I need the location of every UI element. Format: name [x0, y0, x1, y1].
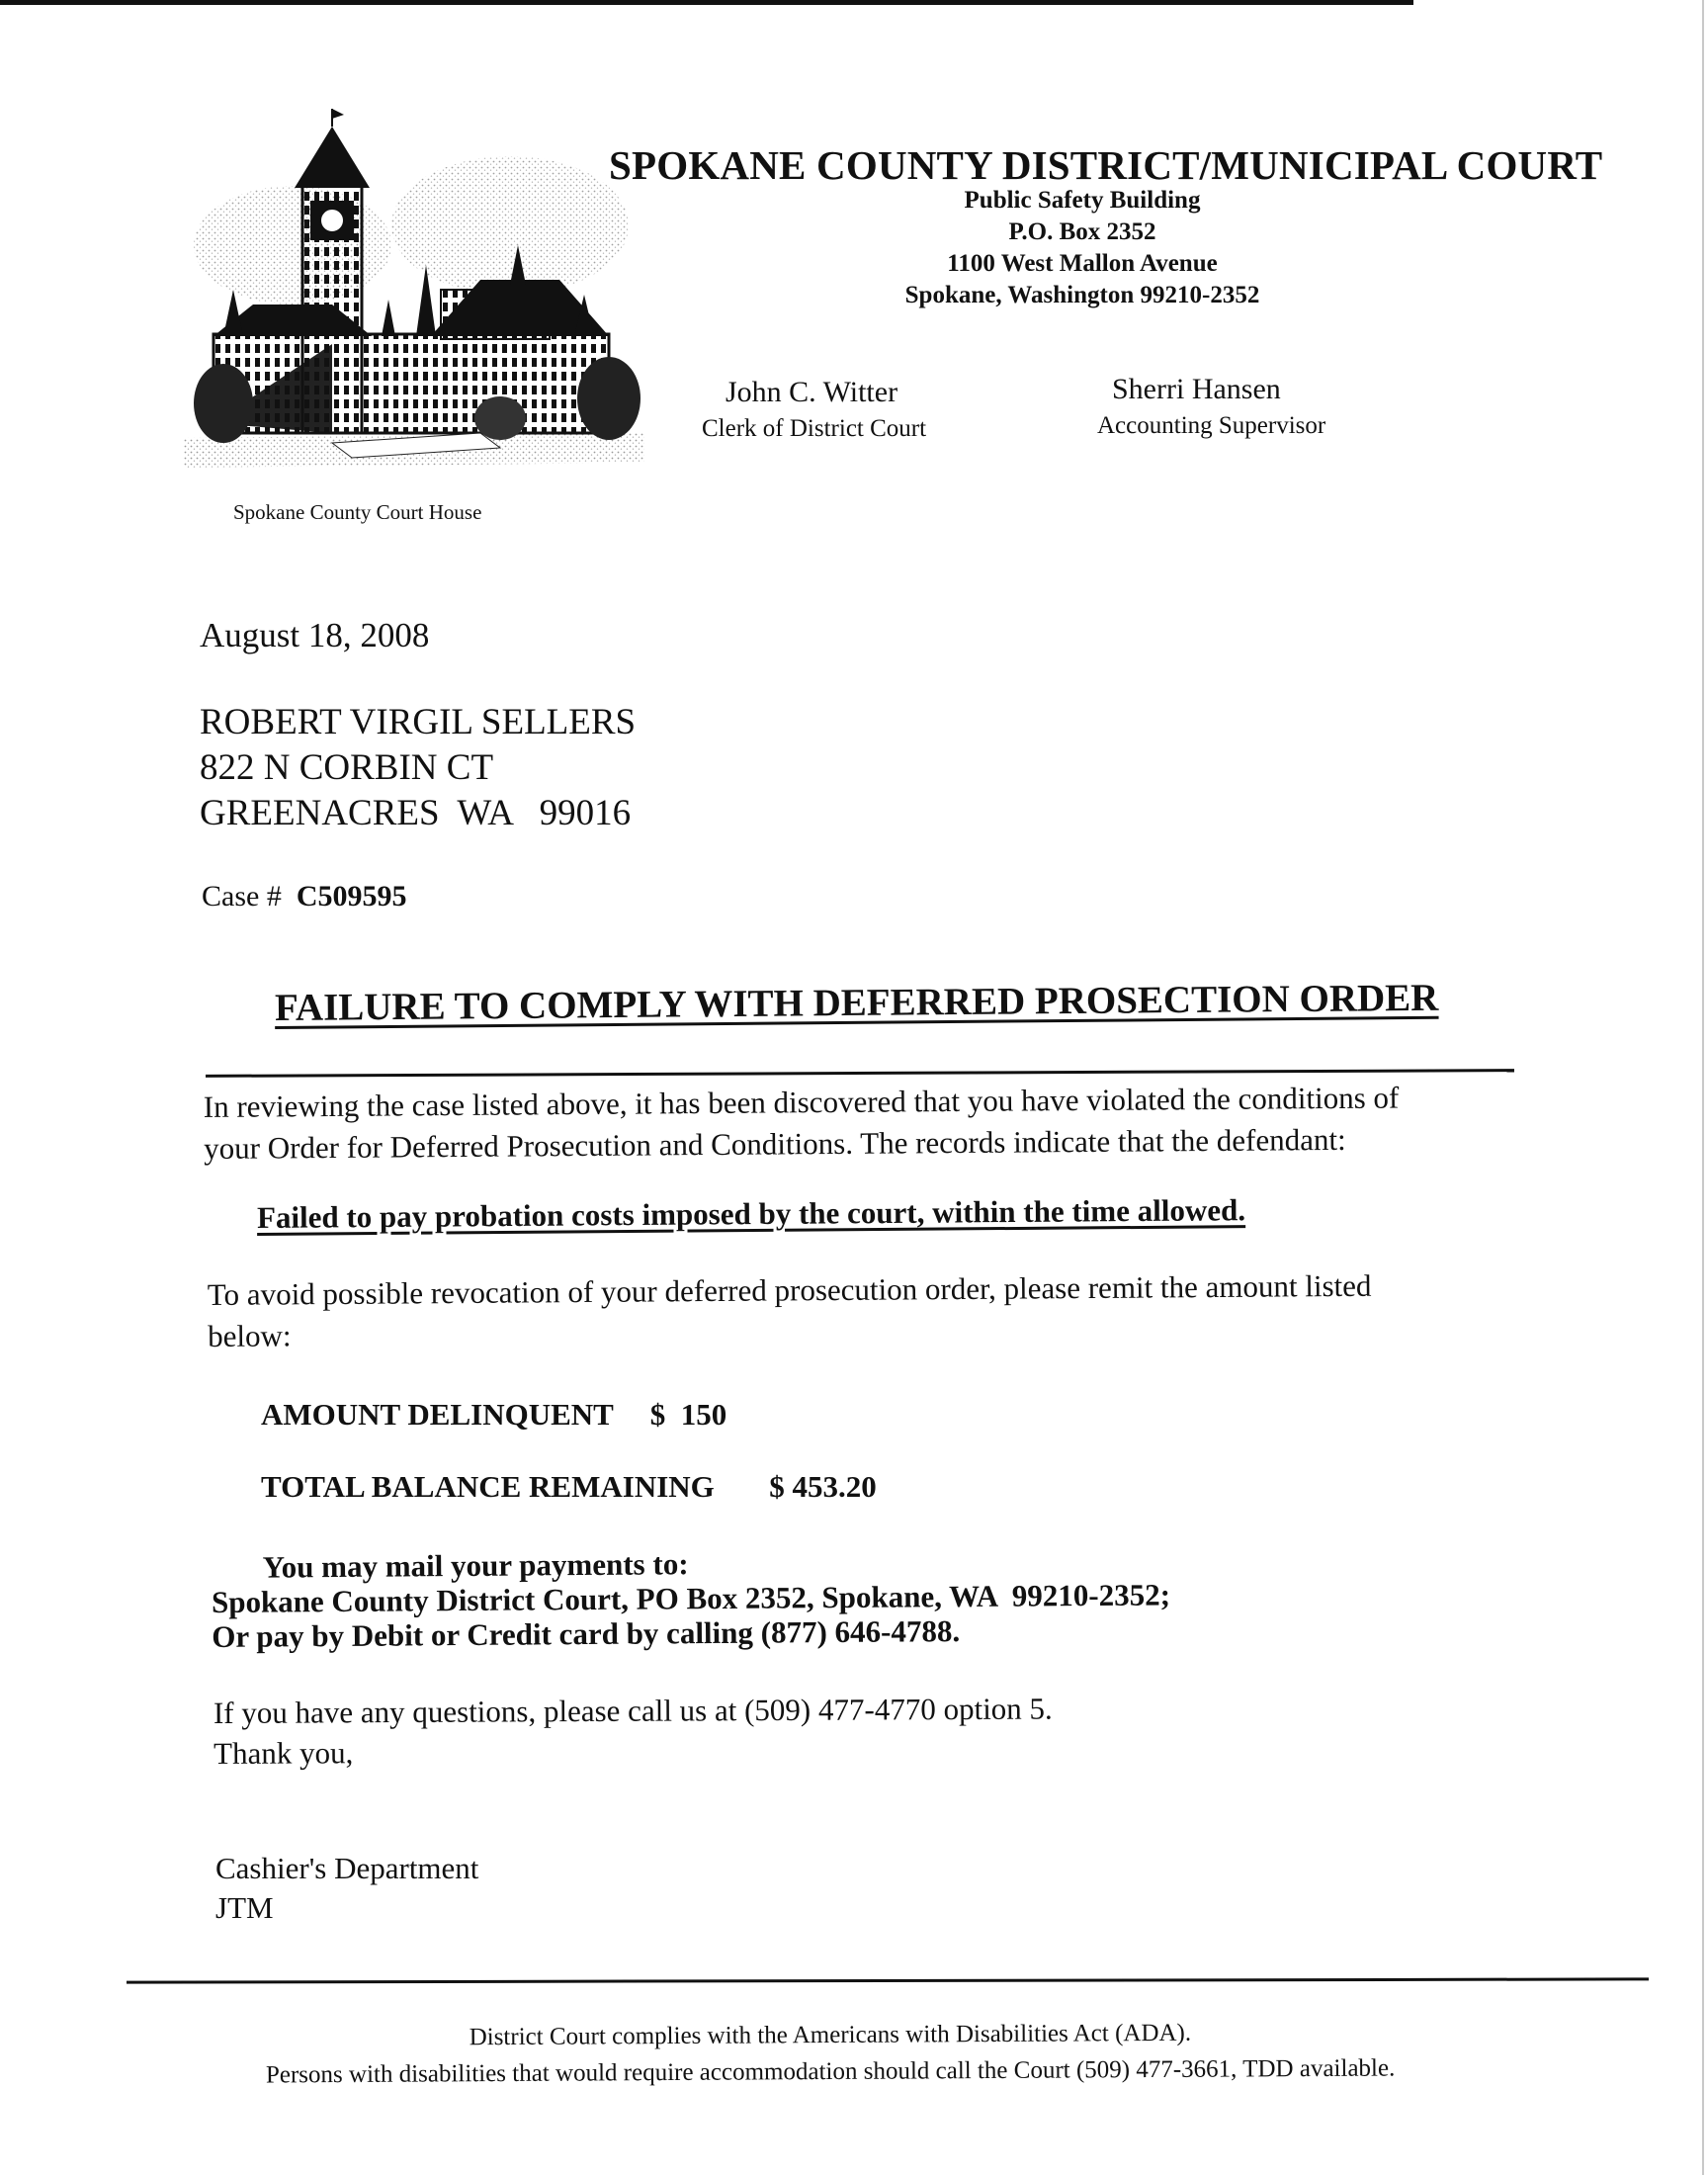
amount-delinquent-label: AMOUNT DELINQUENT: [261, 1397, 614, 1432]
violation-statement: Failed to pay probation costs imposed by the court, within the time allowed.: [256, 1192, 1246, 1235]
questions-line: If you have any questions, please call us at (509) 477-4770 option 5.: [213, 1691, 1053, 1730]
footer-line: District Court complies with the Americans with Disabilities Act (ADA).: [469, 2019, 1192, 2051]
ada-footer: [148, 2013, 1512, 2094]
payment-line: Spokane County District Court, PO Box 2352, Spokane, WA 99210-2352;: [211, 1577, 1171, 1619]
recipient-line: GREENACRES WA 99016: [200, 793, 632, 833]
case-label: Case #: [202, 880, 282, 913]
footer-divider: [127, 1977, 1649, 1983]
heading-divider: [206, 1069, 1514, 1078]
department-name: Cashier's Department: [215, 1851, 479, 1885]
notice-heading: FAILURE TO COMPLY WITH DEFERRED PROSECTION ORDER: [274, 976, 1439, 1029]
case-number-line: [202, 880, 407, 914]
official-name: Sherri Hansen: [1112, 373, 1281, 405]
amount-delinquent: [261, 1397, 726, 1433]
total-balance: [261, 1469, 877, 1505]
court-address: [870, 185, 1295, 311]
court-name: SPOKANE COUNTY DISTRICT/MUNICIPAL COURT: [609, 142, 1603, 188]
payment-instructions: [212, 1542, 1171, 1654]
official-title: Accounting Supervisor: [1097, 412, 1326, 439]
sender-initials: JTM: [215, 1890, 274, 1925]
address-line: 1100 West Mallon Avenue: [947, 250, 1218, 277]
recipient-line: ROBERT VIRGIL SELLERS: [200, 702, 637, 742]
total-balance-value: $ 453.20: [769, 1469, 877, 1504]
thanks-line: Thank you,: [214, 1735, 354, 1771]
payment-line: Or pay by Debit or Credit card by calling (877) 646-4788.: [212, 1613, 961, 1654]
courthouse-illustration: [184, 107, 644, 482]
paragraph-line: In reviewing the case listed above, it has been discovered that you have violated the conditions of: [203, 1080, 1400, 1125]
recipient-address: [200, 700, 636, 836]
payment-line: You may mail your payments to:: [262, 1546, 689, 1585]
footer-line: Persons with disabilities that would require accommodation should call the Court (509) 477-3661, TDD available.: [265, 2054, 1396, 2089]
intro-paragraph: [204, 1078, 1400, 1170]
top-border: [0, 0, 1413, 5]
request-paragraph: [208, 1265, 1372, 1357]
address-line: Public Safety Building: [964, 187, 1201, 214]
paragraph-line: below:: [208, 1318, 292, 1353]
address-line: Spokane, Washington 99210-2352: [904, 282, 1260, 308]
paragraph-line: your Order for Deferred Prosecution and Conditions. The records indicate that the defendant:: [204, 1121, 1346, 1166]
signature-block: [215, 1849, 478, 1928]
official-title: Clerk of District Court: [702, 415, 927, 442]
courthouse-caption: Spokane County Court House: [233, 500, 482, 524]
official-name: John C. Witter: [726, 376, 898, 408]
address-line: P.O. Box 2352: [1008, 218, 1156, 245]
page-edge: [1702, 0, 1704, 2175]
amount-delinquent-value: $ 150: [649, 1397, 727, 1432]
recipient-line: 822 N CORBIN CT: [200, 747, 494, 788]
case-number: C509595: [296, 880, 407, 913]
paragraph-line: To avoid possible revocation of your deferred prosecution order, please remit the amount listed: [207, 1267, 1372, 1313]
letter-date: August 18, 2008: [200, 616, 430, 654]
closing: [214, 1689, 1053, 1774]
total-balance-label: TOTAL BALANCE REMAINING: [261, 1469, 715, 1504]
